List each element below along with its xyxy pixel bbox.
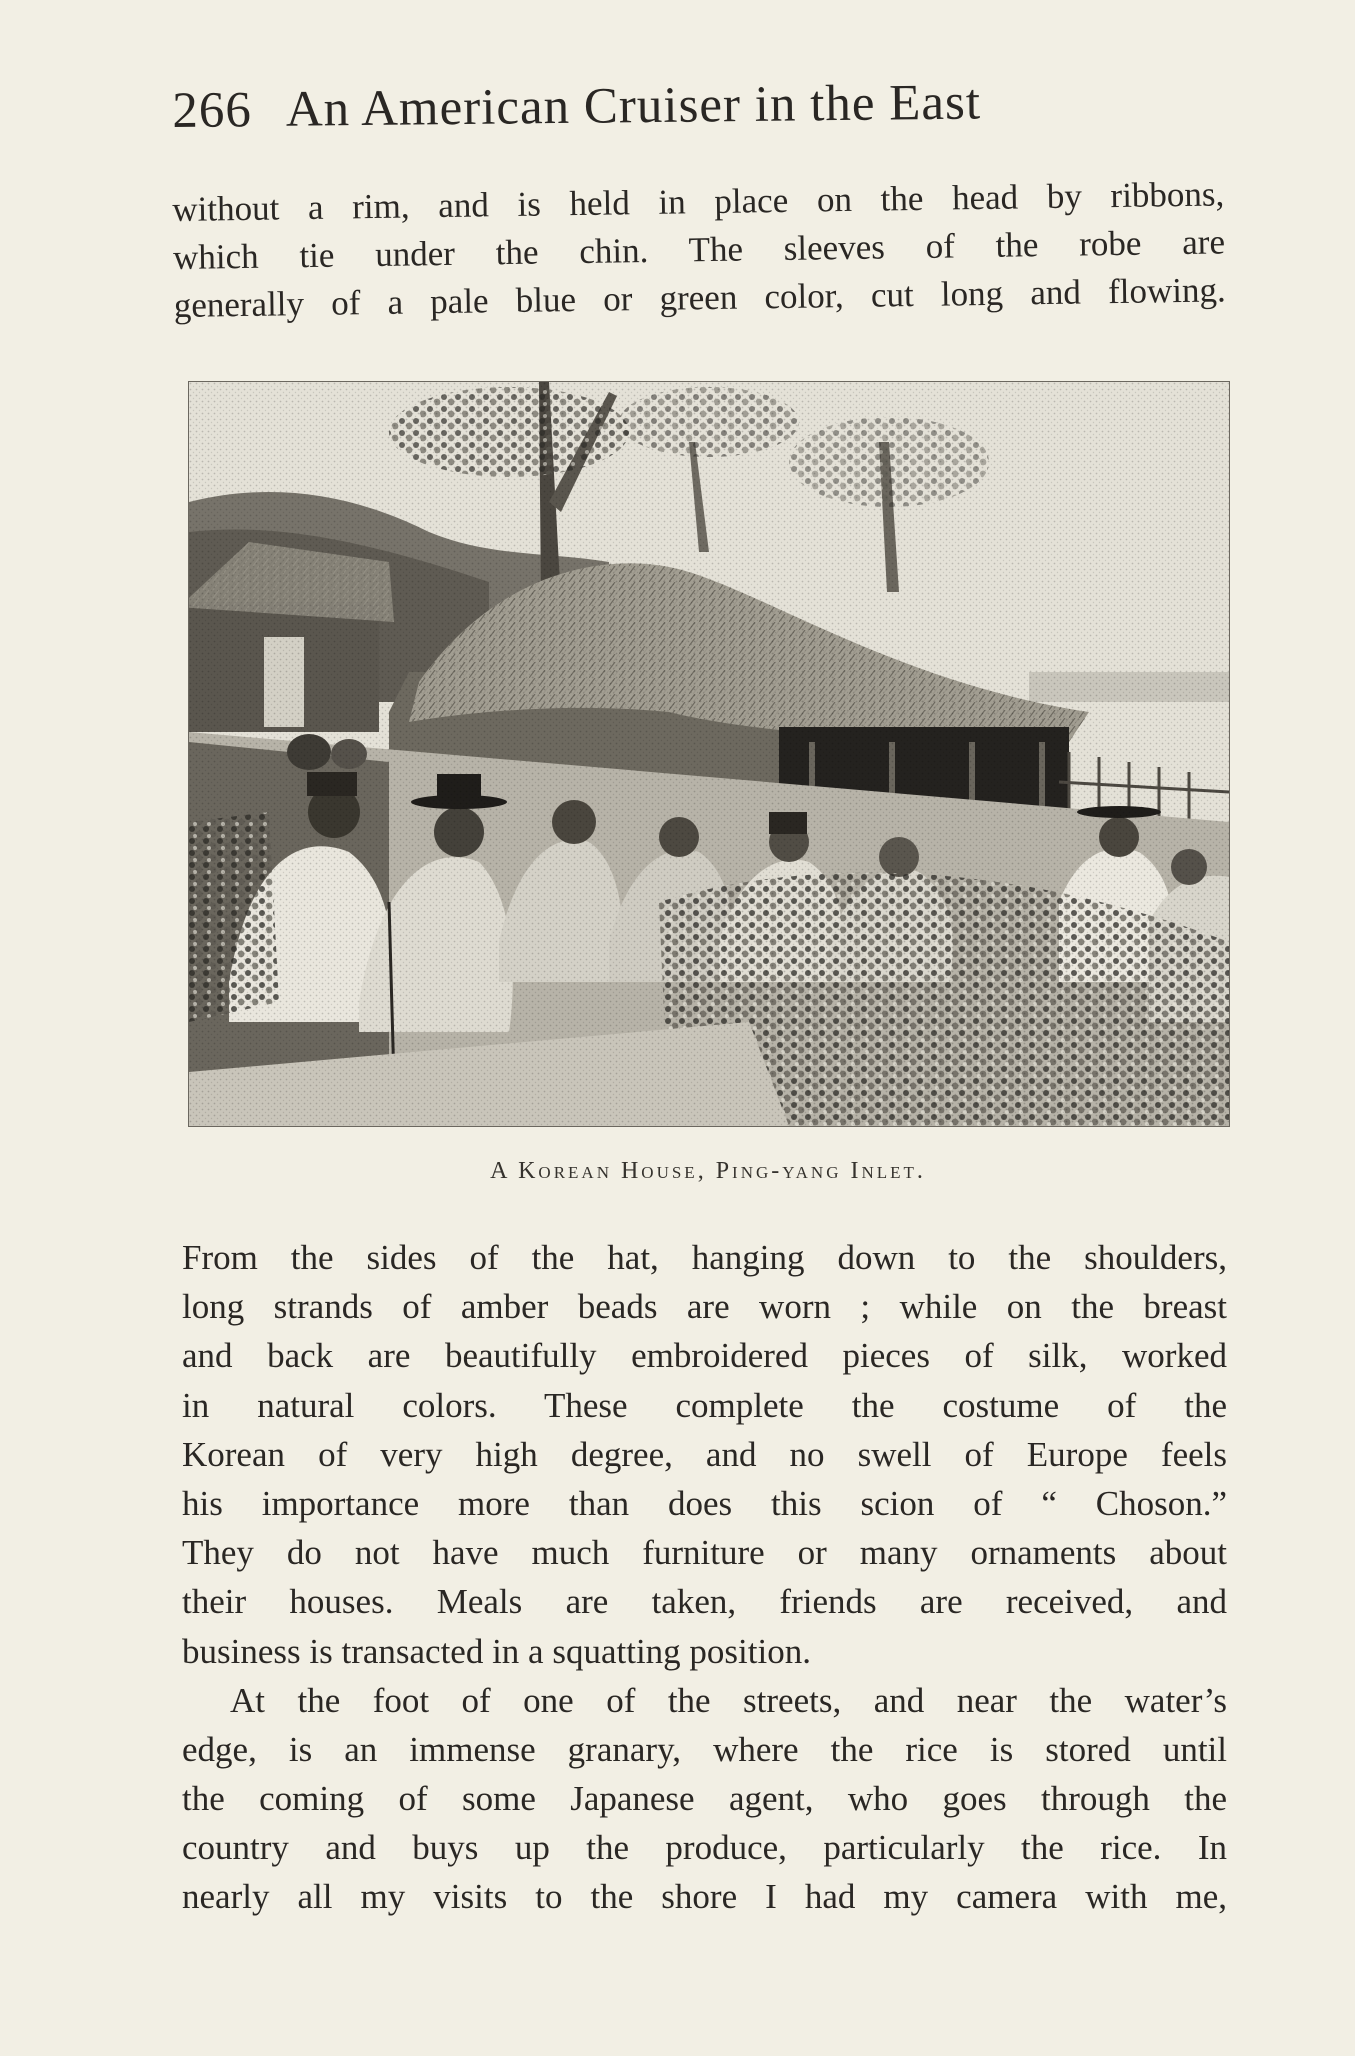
text-line: From the sides of the hat, hanging down to the shoulders,	[182, 1238, 1227, 1277]
text-line: in natural colors. These complete the costume of the	[182, 1385, 1227, 1425]
text-line: the coming of some Japanese agent, who goes through the	[182, 1779, 1227, 1819]
photograph-korean-house	[188, 381, 1230, 1127]
text-line: generally of a pale blue or green color, cut long and flowing.	[173, 270, 1226, 325]
text-line: nearly all my visits to the shore I had my camera with me,	[182, 1877, 1227, 1917]
text-line: their houses. Meals are taken, friends are received, and	[182, 1582, 1227, 1622]
text-line: country and buys up the produce, particularly the rice. In	[182, 1828, 1227, 1868]
text-line: Korean of very high degree, and no swell of Europe feels	[182, 1434, 1227, 1474]
text-line: edge, is an immense granary, where the rice is stored until	[182, 1729, 1227, 1769]
running-title: An American Cruiser in the East	[285, 74, 982, 138]
text-line: They do not have much furniture or many ornaments about	[182, 1533, 1227, 1573]
text-line: and back are beautifully embroidered pieces of silk, worked	[182, 1336, 1227, 1376]
page-number: 266	[172, 82, 253, 139]
top-paragraph	[172, 170, 1226, 330]
halftone-photo	[189, 382, 1229, 1126]
running-head	[172, 72, 1173, 140]
text-line: his importance more than does this scion of “ Choson.”	[182, 1483, 1227, 1523]
text-line: which tie under the chin. The sleeves of the robe are	[172, 222, 1226, 277]
text-line: business is transacted in a squatting position.	[182, 1631, 811, 1671]
text-line: without a rim, and is held in place on the head by ribbons,	[172, 174, 1225, 229]
text-line: long strands of amber beads are worn ; while on the breast	[182, 1287, 1227, 1327]
body-text	[182, 1233, 1227, 1922]
text-line: At the foot of one of the streets, and near the water’s	[230, 1680, 1227, 1720]
figure-caption: A Korean House, Ping-yang Inlet.	[490, 1158, 926, 1184]
